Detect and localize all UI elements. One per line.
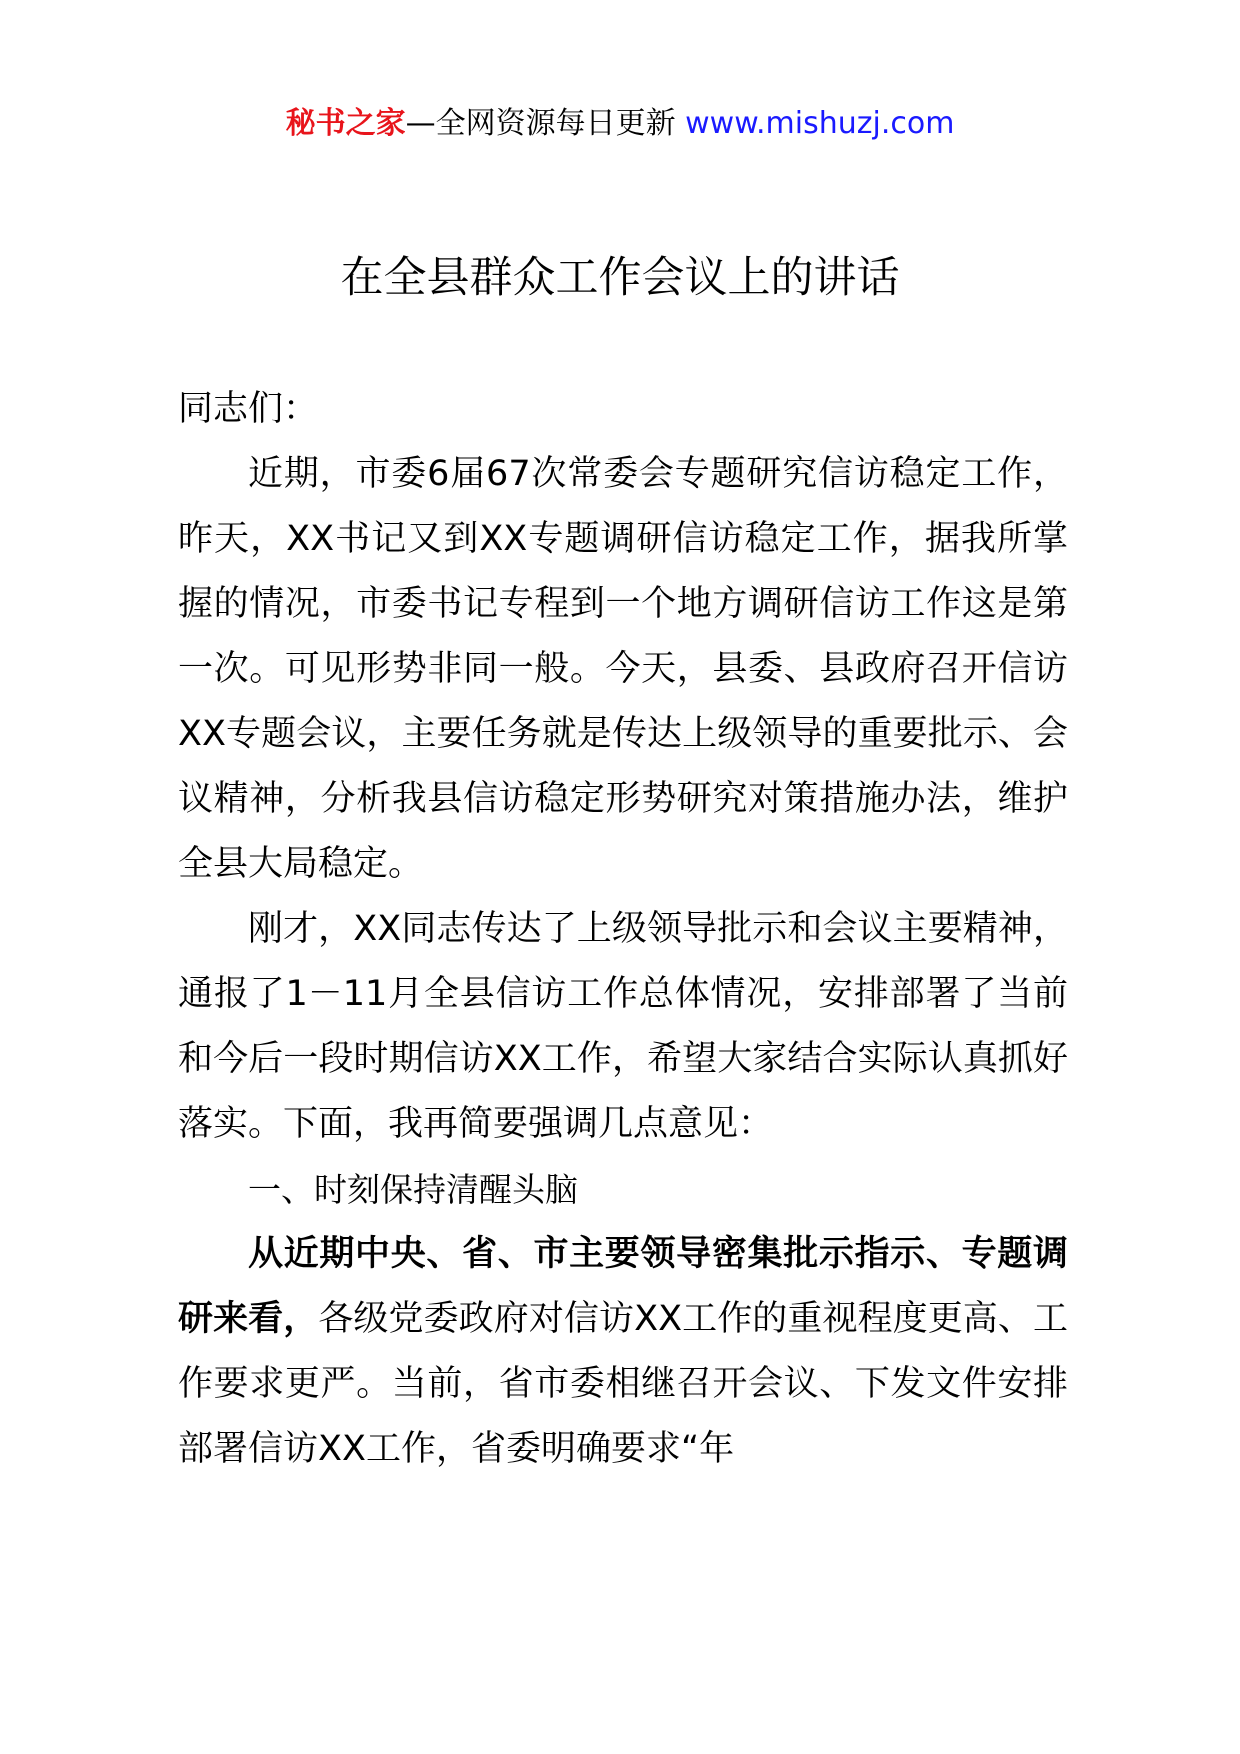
paragraph-2: 刚才，XX同志传达了上级领导批示和会议主要精神，通报了1－11月全县信访工作总体情况，安排部署了当前和今后一段时期信访XX工作，希望大家结合实际认真抓好落实。下面，我再简要强调几点意见： [178, 909, 1068, 1144]
section-paragraph-bold-lead: 从近期中央、省、市主要领导密集批示指示、专题调研来看， [178, 1234, 1068, 1339]
site-header [0, 102, 1240, 146]
section-paragraph-text: 各级党委政府对信访XX工作的重视程度更高、工作要求更严。当前，省市委相继召开会议、下发文件安排部署信访XX工作，省委明确要求“年 [178, 1299, 1068, 1469]
salutation: 同志们： [178, 389, 319, 429]
header-url-link[interactable]: www.mishuzj.com [685, 106, 955, 141]
section-paragraph [178, 1222, 1068, 1482]
document-title: 在全县群众工作会议上的讲话 [340, 253, 900, 303]
header-slogan: —全网资源每日更新 [405, 106, 676, 141]
section-heading: 一、时刻保持清醒头脑 [248, 1170, 578, 1209]
paragraph-1: 近期，市委6届67次常委会专题研究信访稳定工作，昨天，XX书记又到XX专题调研信访稳定工作，据我所掌握的情况，市委书记专程到一个地方调研信访工作这是第一次。可见形势非同一般。今天，县委、县政府召开信访XX专题会议，主要任务就是传达上级领导的重要批示、会议精神，分析我县信访稳定形势研究对策措施办法，维护全县大局稳定。 [178, 454, 1068, 884]
document-body [178, 377, 1068, 1482]
header-brand: 秘书之家 [285, 106, 406, 141]
